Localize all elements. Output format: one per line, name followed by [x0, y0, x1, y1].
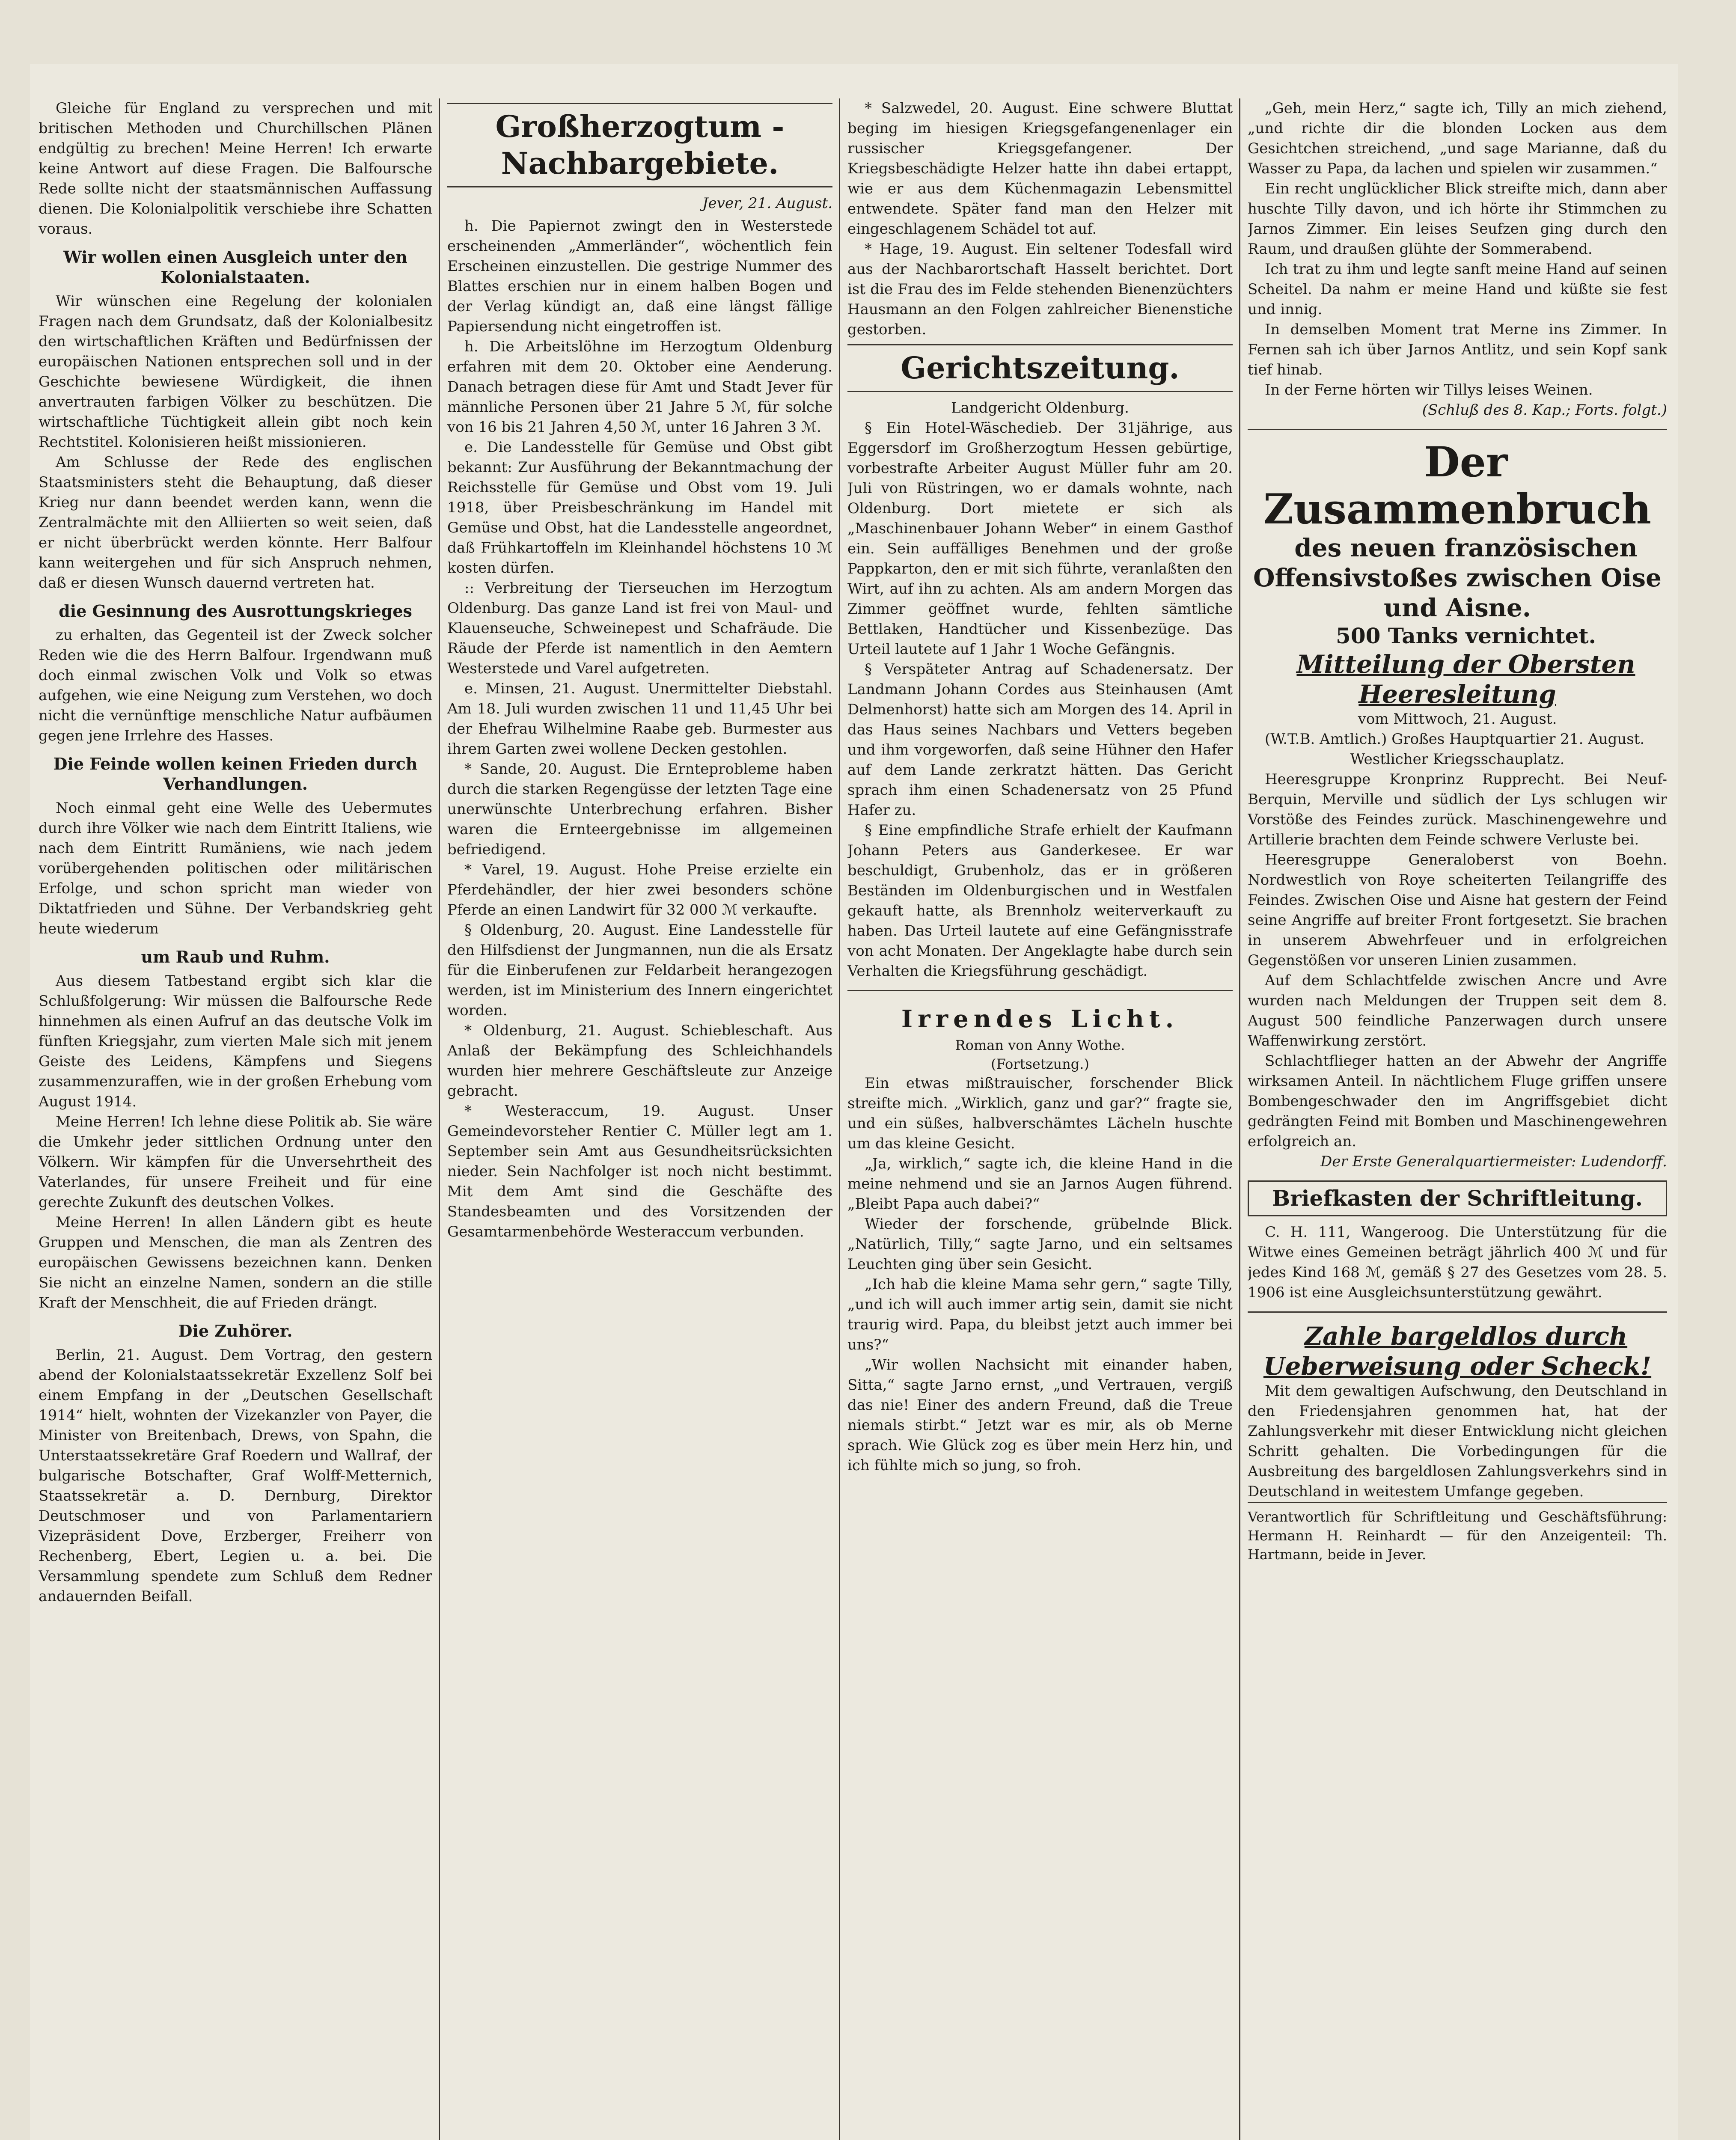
- article-paragraph: :: Verbreitung der Tierseuchen im Herzogtum Oldenburg. Das ganze Land ist frei von Maul- und Klauenseuche, Schweinepest und Schafräude. Die Räude der Pferde ist namentlich in den Aemtern Westerstede und Varel aufgetreten.: [447, 580, 832, 677]
- article-paragraph: e. Minsen, 21. August. Unermittelter Diebstahl. Am 18. Juli wurden zwischen 11 und 11,45 Uhr bei der Ehefrau Wilhelmine Raabe geb. Burmester aus ihrem Garten zwei wollene Decken gestohlen.: [447, 680, 832, 758]
- newspaper-page: [30, 64, 1678, 2140]
- article-paragraph: „Ja, wirklich,“ sagte ich, die kleine Hand in die meine nehmend und sie an Jarnos Augen führend. „Bleibt Papa auch dabei?“: [847, 1155, 1233, 1213]
- serial-author: Roman von Anny Wothe.: [955, 1037, 1125, 1053]
- serial-continuation: (Fortsetzung.): [991, 1056, 1089, 1072]
- war-headline: Der Zusammenbruch: [1263, 438, 1651, 533]
- report-headline: Mitteilung der Obersten Heeresleitung: [1296, 650, 1635, 709]
- column-2: [447, 98, 832, 2140]
- article-paragraph: In demselben Moment trat Merne ins Zimmer. In Fernen sah ich über Jarnos Antlitz, und sein Kopf sank tief hinab.: [1248, 321, 1667, 378]
- subheading: Wir wollen einen Ausgleich unter den Kolonialstaaten.: [63, 247, 407, 287]
- article-paragraph: * Varel, 19. August. Hohe Preise erzielte ein Pferdehändler, der hier zwei besonders schöne Pferde an einen Landwirt für 32 000 ℳ verkaufte.: [447, 861, 832, 918]
- subheading: Die Zuhörer.: [178, 1321, 293, 1340]
- report-date: vom Mittwoch, 21. August.: [1358, 710, 1557, 728]
- article-paragraph: Wir wünschen eine Regelung der kolonialen Fragen nach dem Grundsatz, daß der Kolonialbesitz den wirtschaftlichen Kräften und Bedürfnissen der europäischen Nationen entsprechen soll und in der Geschichte bewiesene Würdigkeit, die ihnen anvertrauten farbigen Völker zu beschützen. Die wirtschaftliche Tüchtigkeit allein gibt noch kein Rechtstitel. Kolonisieren heißt missionieren.: [39, 293, 432, 451]
- payment-headline: Zahle bargeldlos durch Ueberweisung oder Scheck!: [1263, 1322, 1652, 1381]
- horizontal-rule: [847, 990, 1233, 991]
- horizontal-rule: [1248, 1311, 1667, 1313]
- article-paragraph: Ein etwas mißtrauischer, forschender Blick streifte mich. „Wirklich, ganz und gar?“ fragte sie, und ein süßes, halbverschämtes Lächeln huschte um das kleine Gesicht.: [847, 1075, 1233, 1152]
- article-paragraph: h. Die Arbeitslöhne im Herzogtum Oldenburg erfahren mit dem 20. Oktober eine Aenderung. Danach betragen diese für Amt und Stadt Jever für männliche Personen über 21 Jahre 5 ℳ, für solche von 16 bis 21 Jahren 4,50 ℳ, unter 16 Jahren 3 ℳ.: [447, 338, 832, 436]
- imprint: Verantwortlich für Schriftleitung und Geschäftsführung: Hermann H. Reinhardt — für den Anzeigenteil: Th. Hartmann, beide in Jever.: [1248, 1502, 1667, 1564]
- article-paragraph: In der Ferne hörten wir Tillys leises Weinen.: [1265, 381, 1593, 398]
- signature: Der Erste Generalquartiermeister: Ludendorff.: [1320, 1153, 1667, 1170]
- article-paragraph: Heeresgruppe Kronprinz Rupprecht. Bei Neuf-Berquin, Merville und südlich der Lys schlugen wir Vorstöße des Feindes zurück. Maschinengewehre und Artillerie brachten dem Feinde schwere Verluste bei.: [1248, 771, 1667, 848]
- article-paragraph: (W.T.B. Amtlich.) Großes Hauptquartier 21. August.: [1265, 731, 1645, 748]
- article-paragraph: * Hage, 19. August. Ein seltener Todesfall wird aus der Nachbarortschaft Hasselt berichtet. Dort ist die Frau des im Felde stehenden Bienenzüchters Hausmann an den Folgen zahlreicher Bienenstiche gestorben.: [847, 241, 1233, 338]
- article-paragraph: Ein recht unglücklicher Blick streifte mich, dann aber huschte Tilly davon, und ich hörte ihr Stimmchen zu Jarnos Zimmer. Ein leises Seufzen ging durch den Raum, und draußen glühte der Sommerabend.: [1248, 180, 1667, 258]
- article-paragraph: * Salzwedel, 20. August. Eine schwere Bluttat beging im hiesigen Kriegsgefangenenlager ein russischer Kriegsgefangener. Der Kriegsbeschädigte Helzer hatte ihn dabei ertappt, wie er aus dem Küchenmagazin Lebensmittel entwendete. Später fand man den Helzer mit eingeschlagenem Schädel tot auf.: [847, 100, 1233, 238]
- article-paragraph: Ich trat zu ihm und legte sanft meine Hand auf seinen Scheitel. Da nahm er meine Hand und küßte sie fest und innig.: [1248, 261, 1667, 318]
- horizontal-rule: [1248, 429, 1667, 430]
- article-paragraph: „Ich hab die kleine Mama sehr gern,“ sagte Tilly, „und ich will auch immer artig sein, damit sie nicht traurig wird. Papa, du bleibst jetzt auch immer bei uns?“: [847, 1276, 1233, 1353]
- article-paragraph: Meine Herren! Ich lehne diese Politik ab. Sie wäre die Umkehr jeder sittlichen Ordnung unter den Völkern. Wir kämpfen für die Unversehrtheit des Vaterlandes, für unsere Freiheit und für eine gerechte Zukunft des deutschen Volkes.: [39, 1113, 432, 1211]
- article-paragraph: * Oldenburg, 21. August. Schiebleschaft. Aus Anlaß der Bekämpfung des Schleichhandels wurden hier mehrere Geschäftsleute zur Anzeige gebracht.: [447, 1022, 832, 1100]
- column-divider: [1239, 98, 1240, 2140]
- serial-end-note: (Schluß des 8. Kap.; Forts. folgt.): [1422, 401, 1667, 419]
- article-paragraph: Heeresgruppe Generaloberst von Boehn. Nordwestlich von Roye scheiterten Teilangriffe des Feindes. Zwischen Oise und Aisne hat gestern der Feind seine Angriffe auf breiter Front fortgesetzt. Sie brachen in unserem Abwehrfeuer und in erfolgreichen Gegenstößen vor unseren Linien zusammen.: [1248, 851, 1667, 969]
- article-paragraph: Wieder der forschende, grübelnde Blick. „Natürlich, Tilly,“ sagte Jarno, und ein seltsames Leuchten ging über sein Gesicht.: [847, 1216, 1233, 1273]
- court-name: Landgericht Oldenburg.: [951, 399, 1129, 416]
- article-paragraph: C. H. 111, Wangeroog. Die Unterstützung für die Witwe eines Gemeinen beträgt jährlich 400 ℳ und für jedes Kind 168 ℳ, gemäß § 27 des Gesetzes vom 28. 5. 1906 ist eine Ausgleichsunterstützung gewährt.: [1248, 1224, 1667, 1301]
- article-paragraph: „Geh, mein Herz,“ sagte ich, Tilly an mich ziehend, „und richte dir die blonden Locken aus dem Gesichtchen streichend, „und sage Marianne, daß du Wasser zu Papa, da lachen und spielen wir zusammen.“: [1248, 100, 1667, 177]
- article-paragraph: e. Die Landesstelle für Gemüse und Obst gibt bekannt: Zur Ausführung der Bekanntmachung der Reichsstelle für Gemüse und Obst vom 19. Juli 1918, über Preisbeschränkung im Handel mit Gemüse und Obst, hat die Landesstelle angeordnet, daß Frühkartoffeln im Kleinhandel höchstens 10 ℳ kosten dürfen.: [447, 439, 832, 577]
- theater-heading: Westlicher Kriegsschauplatz.: [1350, 751, 1565, 768]
- article-paragraph: „Wir wollen Nachsicht mit einander haben, Sitta,“ sagte Jarno ernst, „und Vertrauen, vergiß das nie! Einer des andern Freund, daß die Treue niemals stirbt.“ Jetzt war es mir, als ob Merne sprach. Wie Glück zog es über mein Herz hin, und ich fühlte mich so jung, so froh.: [847, 1356, 1233, 1474]
- column-divider: [839, 98, 840, 2140]
- article-paragraph: Meine Herren! In allen Ländern gibt es heute Gruppen und Menschen, die man als Zentren des europäischen Gewissens bezeichnen kann. Denken Sie nicht an einzelne Namen, sondern an die stille Kraft der Menschheit, die auf Frieden drängt.: [39, 1214, 432, 1311]
- tanks-headline: 500 Tanks vernichtet.: [1336, 623, 1596, 648]
- column-divider: [439, 98, 440, 2140]
- article-paragraph: zu erhalten, das Gegenteil ist der Zweck solcher Reden wie die des Herrn Balfour. Irgendwann muß doch einmal zwischen Volk und Volk so etwas aufgehen, wie eine Neigung zum Verstehen, wo doch nicht die vernünftige menschliche Natur aufbäumen gegen jene Irrlehre des Hasses.: [39, 627, 432, 744]
- section-title: Großherzogtum - Nachbargebiete.: [447, 103, 832, 187]
- column-3: [847, 98, 1233, 2140]
- article-paragraph: * Westeraccum, 19. August. Unser Gemeindevorsteher Rentier C. Müller legt am 1. September sein Amt aus Gesundheitsrücksichten nieder. Sein Nachfolger ist noch nicht bestimmt. Mit dem Amt sind die Geschäfte des Standesbeamten und des Vorsitzenden der Gesamtarmenbehörde Westeraccum verbunden.: [447, 1103, 832, 1240]
- article-paragraph: h. Die Papiernot zwingt den in Westerstede erscheinenden „Ammerländer“, wöchentlich fein Erscheinen einzustellen. Die gestrige Nummer des Blattes erschien nur in einem halben Bogen und der Verlag kündigt an, daß eine längst fällige Papiersendung nicht eingetroffen ist.: [447, 217, 832, 335]
- subheading: Die Feinde wollen keinen Frieden durch Verhandlungen.: [53, 754, 418, 794]
- article-paragraph: Aus diesem Tatbestand ergibt sich klar die Schlußfolgerung: Wir müssen die Balfoursche Rede hinnehmen als einen Aufruf an das deutsche Volk im fünften Kriegsjahr, zum vierten Male sich mit jenem Geiste des Leidens, Kämpfens und Siegens zusammenzuraffen, wie in der großen Erhebung vom August 1914.: [39, 972, 432, 1110]
- subheading: die Gesinnung des Ausrottungskrieges: [59, 601, 412, 621]
- article-paragraph: Berlin, 21. August. Dem Vortrag, den gestern abend der Kolonialstaatssekretär Exzellenz Solf bei einem Empfang in der „Deutschen Gesellschaft 1914“ hielt, wohnten der Vizekanzler von Payer, die Minister von Breitenbach, Drews, von Spahn, die Unterstaatssekretäre Graf Roedern und Wallraf, der bulgarische Botschafter, Graf Wolff-Metternich, Staatssekretär a. D. Dernburg, Direktor Deutschmoser und von Parlamentariern Vizepräsident Dove, Erzberger, Freiherr von Rechenberg, Ebert, Legien u. a. bei. Die Versammlung spendete zum Schluß dem Redner andauernden Beifall.: [39, 1346, 432, 1605]
- serial-title: Irrendes Licht.: [901, 1005, 1179, 1033]
- subheading: um Raub und Ruhm.: [141, 947, 330, 966]
- article-paragraph: Gleiche für England zu versprechen und mit britischen Methoden und Churchillschen Plänen endgültig zu brechen! Meine Herren! Ich erwarte keine Antwort auf diese Fragen. Die Balfoursche Rede sollte nicht der staatsmännischen Auffassung dienen. Die Kolonialpolitik verschiebe ihre Schatten voraus.: [39, 100, 432, 238]
- article-paragraph: § Oldenburg, 20. August. Eine Landesstelle für den Hilfsdienst der Jungmannen, nun die als Ersatz für die Einberufenen zur Feldarbeit herangezogen werden, ist im Ministerium des Innern eingerichtet worden.: [447, 921, 832, 1019]
- article-paragraph: Schlachtflieger hatten an der Abwehr der Angriffe wirksamen Anteil. In nächtlichem Fluge griffen unsere Bombengeschwader den im Angriffsgebiet dicht gedrängten Feind mit Bomben und Maschinengewehren erfolgreich an.: [1248, 1052, 1667, 1150]
- article-paragraph: § Eine empfindliche Strafe erhielt der Kaufmann Johann Peters aus Ganderkesee. Er war beschuldigt, Grubenholz, das er in größeren Beständen im Oldenburgischen und in Westfalen gekauft hatte, als Brennholz weiterverkauft zu haben. Das Urteil lautete auf eine Gefängnisstrafe von acht Monaten. Der Angeklagte habe durch sein Verhalten die Kriegsführung geschädigt.: [847, 822, 1233, 980]
- article-paragraph: § Ein Hotel-Wäschedieb. Der 31jährige, aus Eggersdorf im Großherzogtum Hessen gebürtige, vorbestrafte Arbeiter August Müller fuhr am 20. Juli von Rüstringen, wo er damals wohnte, nach Oldenburg. Dort mietete er sich als „Maschinenbauer Johann Weber“ in einem Gasthof ein. Sein auffälliges Benehmen und der große Pappkarton, den er mit sich führte, veranlaßten den Wirt, auf ihn zu achten. Als am andern Morgen das Zimmer geöffnet wurde, fehlten sämtliche Bettlaken, Handtücher und Kissenbezüge. Das Urteil lautete auf 1 Jahr 1 Woche Gefängnis.: [847, 419, 1233, 658]
- war-subheadline: des neuen französischen Offensivstoßes zwischen Oise und Aisne.: [1253, 533, 1662, 622]
- column-4: [1248, 98, 1667, 2140]
- article-paragraph: Mit dem gewaltigen Aufschwung, den Deutschland in den Friedensjahren genommen hat, hat der Zahlungsverkehr mit dieser Entwicklung nicht gleichen Schritt gehalten. Die Vorbedingungen für die Ausbreitung des bargeldlosen Zahlungsverkehrs sind in Deutschland in weitestem Umfange gegeben.: [1248, 1382, 1667, 1500]
- section-title: Briefkasten der Schriftleitung.: [1248, 1180, 1667, 1216]
- article-paragraph: Auf dem Schlachtfelde zwischen Ancre und Avre wurden nach Meldungen der Truppen seit dem 8. August 500 feindliche Panzerwagen durch unsere Waffenwirkung zerstört.: [1248, 972, 1667, 1049]
- section-title: Gerichtszeitung.: [847, 344, 1233, 392]
- article-paragraph: * Sande, 20. August. Die Ernteprobleme haben durch die starken Regengüsse der letzten Tage eine unerwünschte Unterbrechung erfahren. Bisher waren die Ernteergebnisse im allgemeinen befriedigend.: [447, 761, 832, 858]
- article-paragraph: Am Schlusse der Rede des englischen Staatsministers steht die Behauptung, daß dieser Krieg nur dann beendet werden kann, wenn die Zentralmächte mit den Alliierten so weit seien, daß er nicht überbrückt werden könnte. Herr Balfour kann weitergehen und für sich Anspruch nehmen, daß er diesen Wunsch dauernd vertreten hat.: [39, 454, 432, 591]
- article-paragraph: Noch einmal geht eine Welle des Uebermutes durch ihre Völker wie nach dem Eintritt Italiens, wie nach dem Eintritt Rumäniens, wie nach jedem vorübergehenden politischen oder militärischen Erfolge, und schon spricht man wieder von Diktatfrieden und Sühne. Der Verbandskrieg geht heute wiederum: [39, 800, 432, 937]
- dateline: Jever, 21. August.: [702, 195, 832, 212]
- article-paragraph: § Verspäteter Antrag auf Schadenersatz. Der Landmann Johann Cordes aus Steinhausen (Amt Delmenhorst) hatte sich am Morgen des 14. April in das Haus seines Nachbars und Vetters begeben und ihm vorgeworfen, daß seine Hühner den Hafer auf dem Lande zerkratzt hätten. Das Gericht sprach ihm einen Schadenersatz von 25 Pfund Hafer zu.: [847, 661, 1233, 819]
- column-1: [39, 98, 432, 2140]
